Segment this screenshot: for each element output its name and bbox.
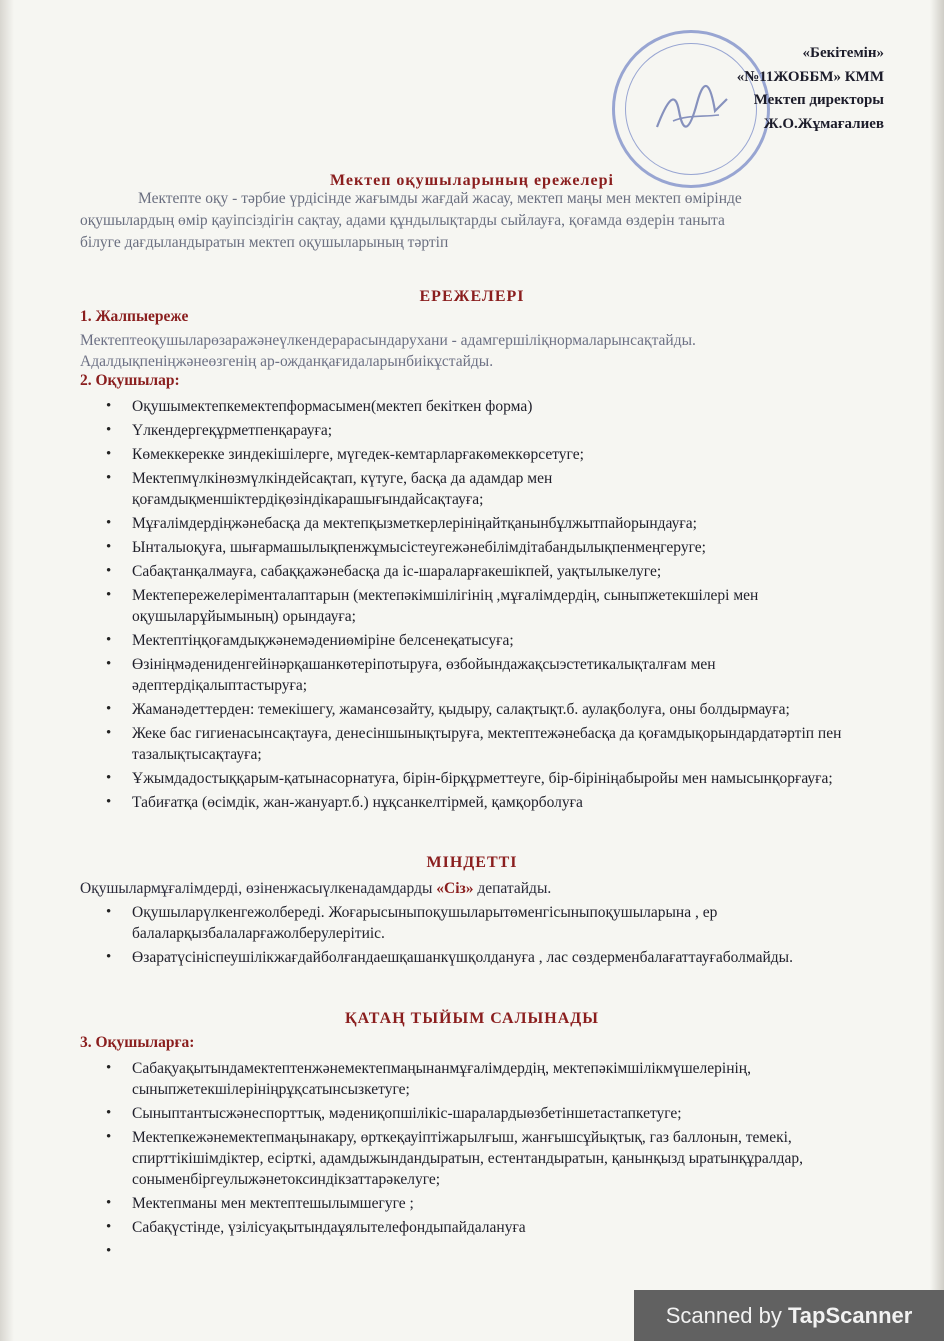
prohibited-heading: ҚАТАҢ ТЫЙЫМ САЛЫНАДЫ	[345, 1010, 599, 1027]
scanner-watermark	[634, 1290, 944, 1341]
list-item: • Оқушымектепкемектепформасымен(мектеп бекіткен форма)	[80, 396, 870, 417]
list-item: • Мектепкежәнемектепмаңынакару, өрткеқауіптіжарылғыш, жанғышсұйықтық, газ баллонын, темекі, спирттікішімдіктер, есірткі, адамдыжындандыратын, естентандыратын, қанынқызд ыратынқұралдар, соныменбіргеулыжәнетоксиндікзаттарәкелуге;	[80, 1127, 870, 1190]
page-right-shadow	[930, 0, 944, 1341]
list-item: • Мектептіңқоғамдықжәнемәдениөміріне белсенеқатысуға;	[80, 630, 870, 651]
list-item: • Ынталыоқуға, шығармашылықпенжұмысістеугежәнебілімдітабандылықпенмеңгеруге;	[80, 537, 870, 558]
list-item: • Табиғатқа (өсімдік, жан-жануарт.б.) нұқсанкелтірмей, қамқорболуға	[80, 792, 870, 813]
rules-heading: ЕРЕЖЕЛЕРІ	[419, 288, 525, 305]
approval-block	[737, 42, 884, 136]
document-heading: Мектеп оқушыларының ережелері	[330, 172, 614, 189]
list-item: • Мұғалімдердіңжәнебасқа да мектепқызметкерлерініңайтқанынбұлжытпайорындауға;	[80, 513, 870, 534]
list-item: • Оқушыларүлкенгежолбереді. Жоғарысыныпоқушыларытөменгісыныпоқушыларына , ер балаларқызбалаларғажолберулерітиіс.	[80, 902, 870, 944]
duties-heading: МІНДЕТТІ	[426, 854, 518, 871]
section-2-title: 2. Оқушылар:	[80, 372, 180, 389]
list-item: • Ұжымдадостыққарым-қатынасорнатуға, бірін-бірқұрметтеуге, бір-бірініңабыройы мен намысынқорғауға;	[80, 768, 870, 789]
list-item: • Өзаратүсініспеушілікжағдайболғандаешқашанкүшқолдануға , лас сөздерменбалағаттауғаболмайды.	[80, 947, 870, 968]
section-3-title: 3. Оқушыларға:	[80, 1034, 195, 1051]
list-item: • Мектепережелеріменталаптарын (мектепәкімшілігінің ,мұғалімдердің, сыныпжетекшілері мен оқушыларұйымының) орындауға;	[80, 585, 870, 627]
page-left-shadow	[0, 0, 14, 1341]
list-item: • Мектепманы мен мектептешылымшегуге ;	[80, 1193, 870, 1214]
section-1-line: Адалдықпеніңжәнеөзгенің ар-ожданқағидаларынбиікұстайды.	[80, 353, 494, 370]
list-item: • Өзініңмәдениденгейінәрқашанкөтеріпотыруға, өзбойындажақсыэстетикалықталғам мен әдептердіқалыптастыруға;	[80, 654, 870, 696]
list-item: • Жеке бас гигиенасынсақтауға, денесіншынықтыруға, мектептежәнебасқа да қоғамдықорындардатәртіп пен тазалықтысақтауға;	[80, 723, 870, 765]
list-item: • Сыныптантысжәнеспорттық, мәдениқопшілікіс-шаралардыөзбетіншетастапкетуге;	[80, 1103, 870, 1124]
intro-line: Мектепте оқу - тәрбие үрдісінде жағымды жағдай жасау, мектеп маңы мен мектеп өмірінде	[138, 190, 742, 207]
approval-line: Ж.О.Жұмағалиев	[763, 115, 884, 132]
section-1-title: 1. Жалпыереже	[80, 308, 189, 325]
students-obligations-list	[80, 396, 870, 816]
list-item: • Сабақүстінде, үзілісуақытындаұялытелефондыпайдалануға	[80, 1217, 870, 1238]
list-item	[80, 1241, 870, 1262]
prohibited-list	[80, 1058, 870, 1265]
list-item: • Сабақтанқалмауға, сабаққажәнебасқа да іс-шараларғакешікпей, уақтылыкелуге;	[80, 561, 870, 582]
duties-list	[80, 902, 870, 971]
signature-icon	[653, 81, 733, 141]
duties-text-start: Оқушылармұғалімдерді, өзіненжасыүлкенадамдарды	[80, 880, 437, 897]
duties-text-end: депатайды.	[473, 880, 552, 897]
approval-line: «Бекітемін»	[802, 45, 884, 61]
intro-line: білуге дағдыландыратын мектеп оқушыларының тәртіп	[80, 234, 449, 251]
list-item: • Көмеккерекке зиндекішілерге, мүгедек-кемтарларғакөмеккөрсетуге;	[80, 444, 870, 465]
list-item: • Үлкендергеқұрметпенқарауға;	[80, 420, 870, 441]
section-1-line: Мектептеоқушыларөзаражәнеүлкендерарасындарухани - адамгершіліқнормаларынсақтайды.	[80, 332, 696, 349]
duties-polite-form: «Сіз»	[436, 880, 474, 897]
list-item: • Жаманәдеттерден: темекішегу, жамансөзайту, қыдыру, салақтықт.б. аулақболуға, оны болдырмауға;	[80, 699, 870, 720]
intro-line: оқушылардың өмір қауіпсіздігін сақтау, адами құндылықтарды сыйлауға, қоғамда өздерін таныта	[80, 212, 725, 229]
approval-line: Мектеп директоры	[753, 92, 884, 108]
scanner-brand: TapScanner	[788, 1303, 913, 1328]
list-item: • Мектепмүлкінөзмүлкіндейсақтап, күтуге, басқа да адамдар мен қоғамдықменшіктердіқөзіндікарашығындайсақтауға;	[80, 468, 870, 510]
intro-paragraph	[80, 188, 880, 254]
scanner-prefix: Scanned by	[665, 1303, 788, 1328]
approval-line: «№11ЖОББМ» КММ	[736, 68, 884, 85]
duties-text	[80, 878, 870, 899]
list-item: • Сабақуақытындамектептенжәнемектепмаңынанмұғалімдердің, мектепәкімшілікмүшелерінің, сыныпжетекшілерініңрұқсатынсызкетуге;	[80, 1058, 870, 1100]
